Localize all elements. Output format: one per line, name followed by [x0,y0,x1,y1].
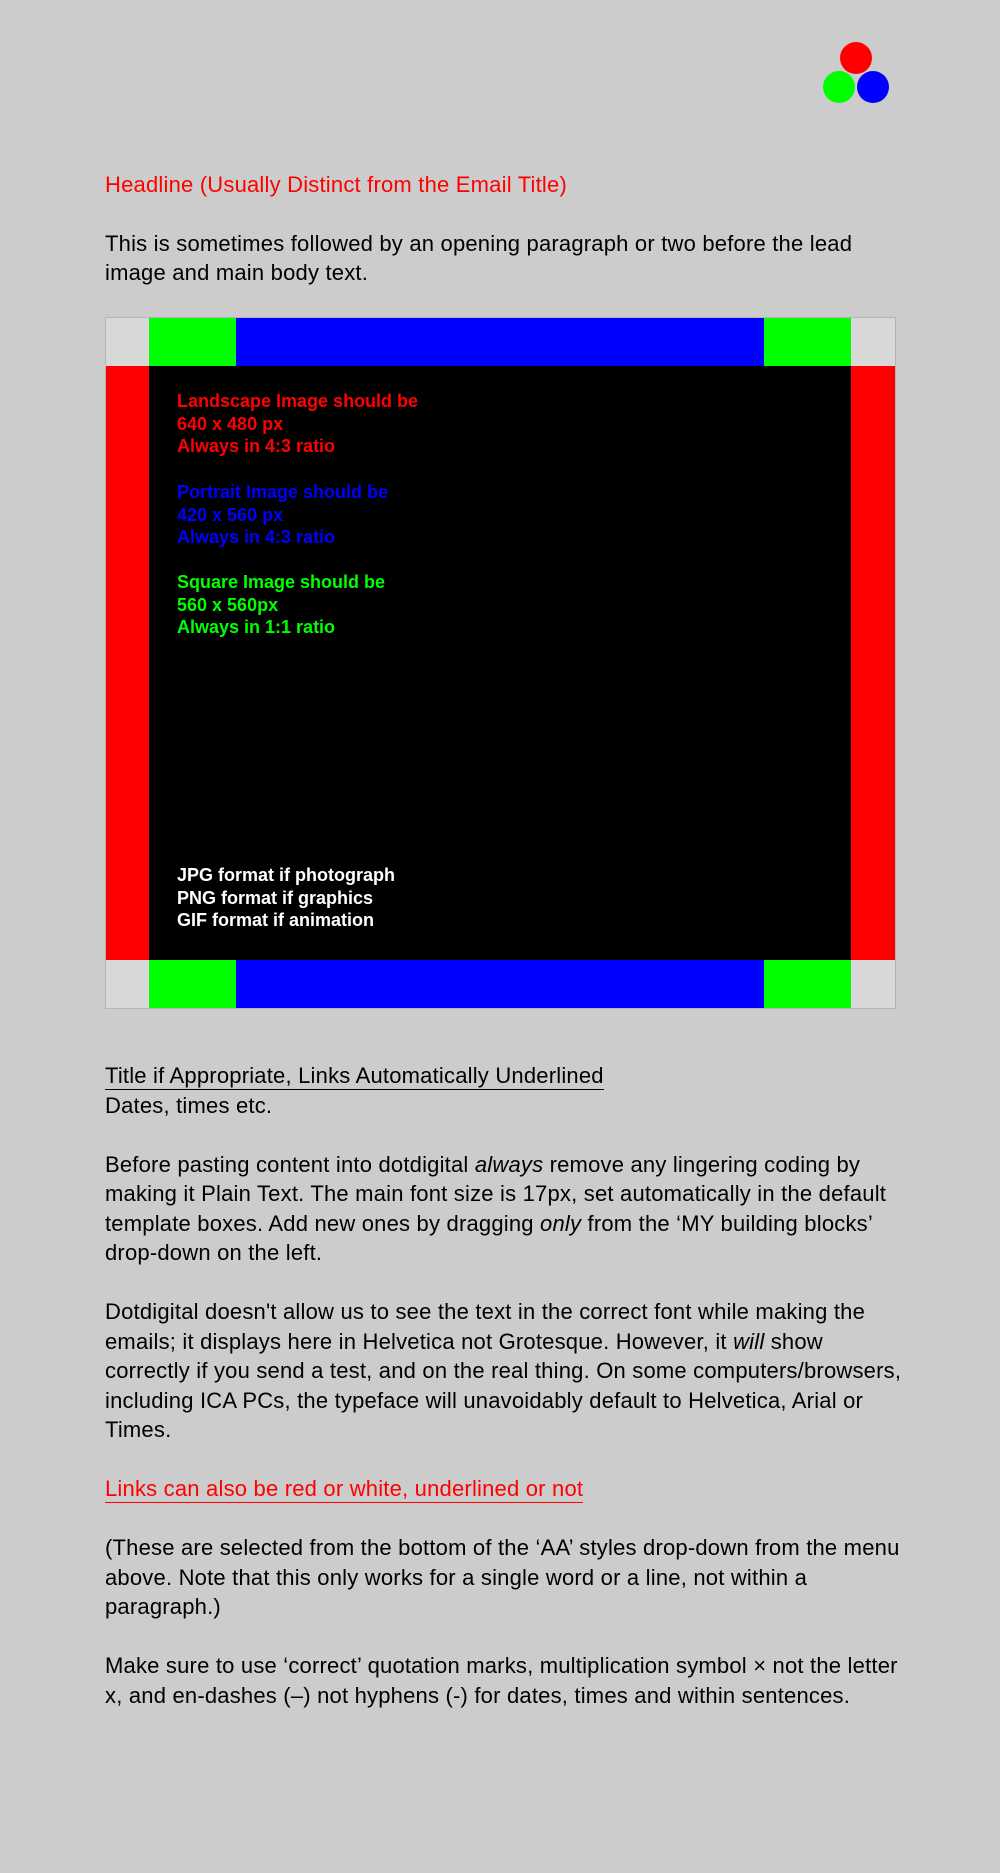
lead-image-placeholder [105,317,896,1009]
format-spec [177,864,395,932]
dates-line: Dates, times etc. [105,1092,273,1118]
paragraph-plain-text: Before pasting content into dotdigital always remove any lingering coding by making it Plain Text. The main font size is 17px, set automatically in the default template boxes. Add new ones by dragging only from the ‘MY building blocks’ drop-down on the left. [105,1151,887,1265]
logo-green-dot [823,71,855,103]
top-blue [236,318,764,366]
square-line-2: 560 x 560px [177,594,279,615]
landscape-line-2: 640 x 480 px [177,413,284,434]
right-red [851,366,895,960]
format-line-3: GIF format if animation [177,910,375,931]
bottom-green-right [764,960,851,1008]
top-green-left [149,318,236,366]
portrait-spec [177,481,388,549]
format-line-1: JPG format if photograph [177,865,395,885]
landscape-line-1: Landscape Image should be [177,391,419,411]
paragraph-font-note: Dotdigital doesn't allow us to see the text in the correct font while making the emails; it displays here in Helvetica not Grotesque. However, it will show correctly if you send a test, and on the real thing. On some computers/browsers, including ICA PCs, the typeface will unavoidably default to Helvetica, Arial or Times. [105,1299,902,1442]
logo-red-dot [840,42,872,74]
intro-paragraph: This is sometimes followed by an opening paragraph or two before the lead image and main body text. [105,230,853,285]
headline: Headline (Usually Distinct from the Email Title) [105,172,567,197]
portrait-line-2: 420 x 560 px [177,504,284,525]
square-spec [177,571,385,639]
landscape-line-3: Always in 4:3 ratio [177,436,336,457]
email-header [105,170,900,288]
paragraph-typography-note: Make sure to use ‘correct’ quotation marks, multiplication symbol × not the letter x, and en-dashes (–) not hyphens (-) for dates, times and within sentences. [105,1653,898,1708]
format-line-2: PNG format if graphics [177,887,374,908]
portrait-line-1: Portrait Image should be [177,482,389,502]
paragraph-styles-note: (These are selected from the bottom of the ‘AA’ styles drop-down from the menu above. Note that this only works for a single word or a line, not within a paragraph.) [105,1535,900,1619]
top-green-right [764,318,851,366]
left-red [106,366,149,960]
article-title-link[interactable]: Title if Appropriate, Links Automatically Underlined [105,1063,604,1088]
bottom-blue [236,960,764,1008]
bottom-green-left [149,960,236,1008]
square-line-3: Always in 1:1 ratio [177,617,336,638]
square-line-1: Square Image should be [177,572,386,592]
portrait-line-3: Always in 4:3 ratio [177,527,336,548]
red-link[interactable]: Links can also be red or white, underlined or not [105,1476,584,1501]
landscape-spec [177,390,418,458]
image-spec-panel [149,366,851,960]
logo-blue-dot [857,71,889,103]
article-body [105,1061,905,1710]
logo [822,42,890,106]
